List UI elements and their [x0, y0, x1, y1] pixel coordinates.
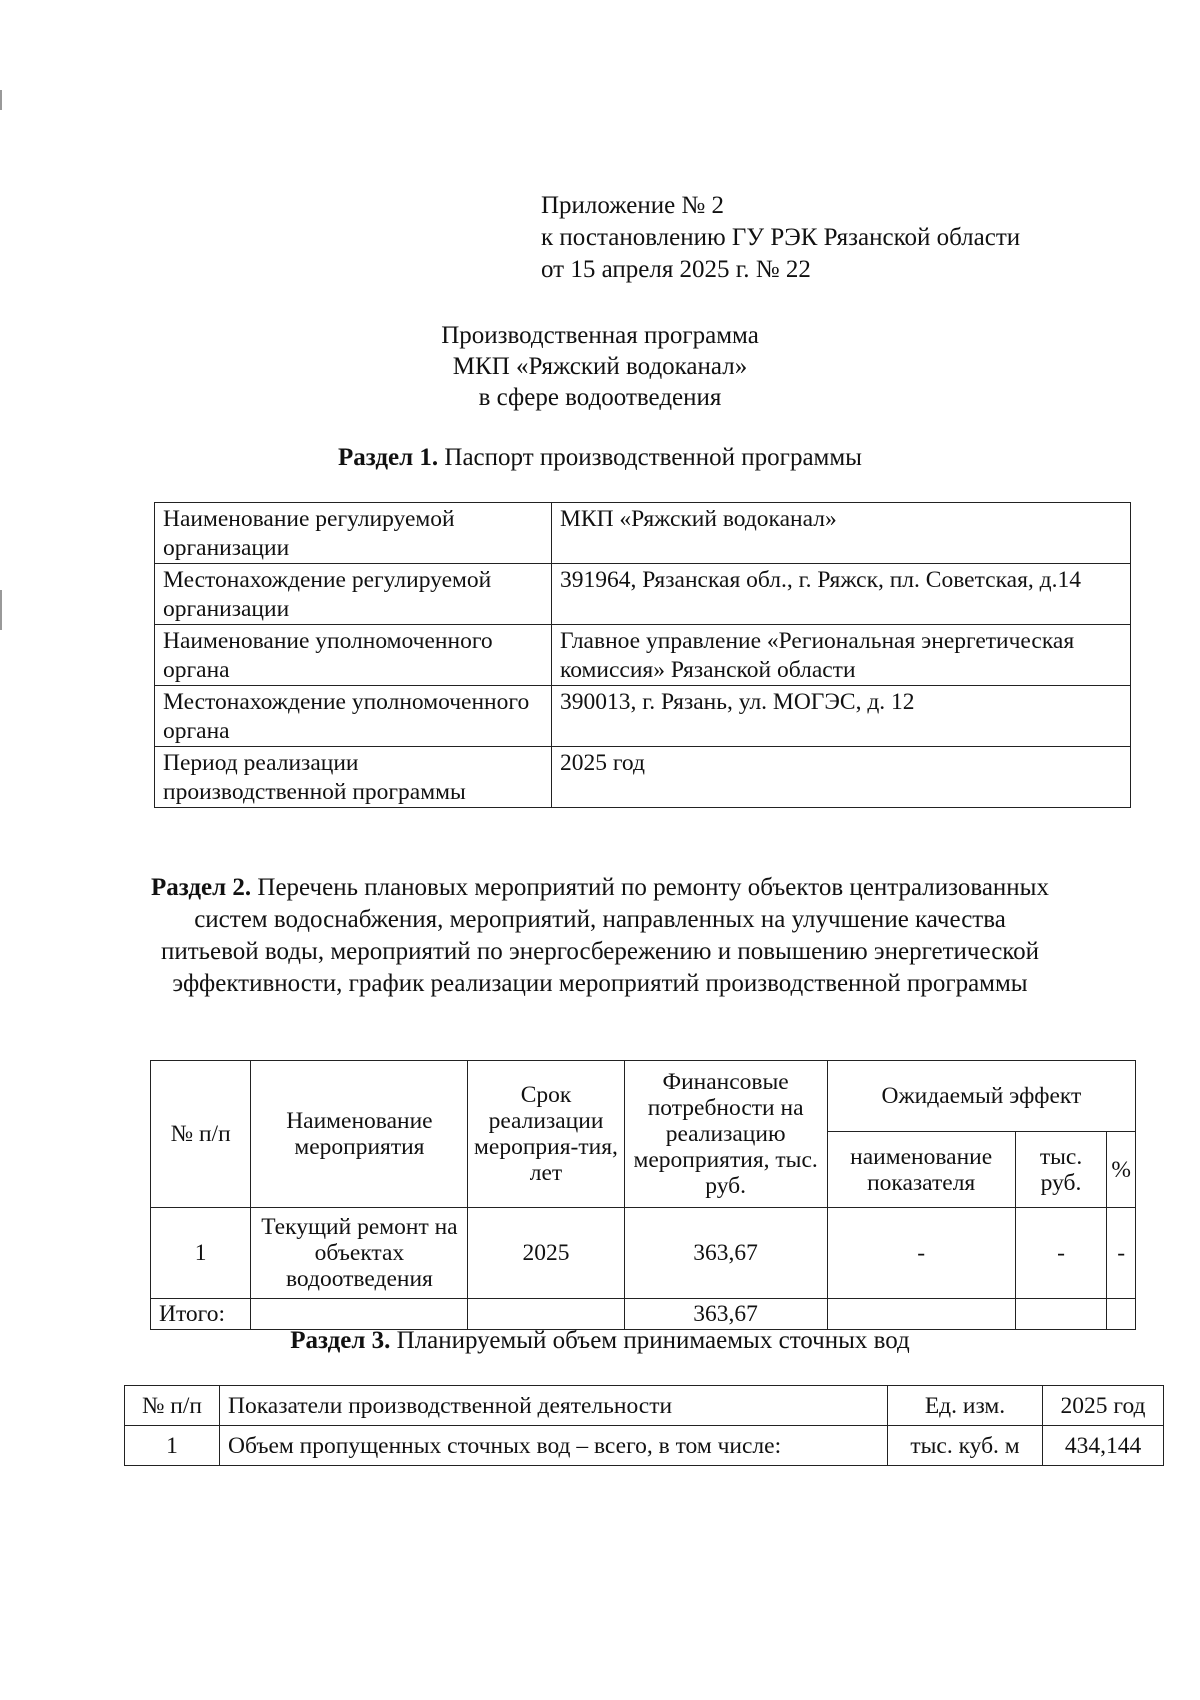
header-unit: Ед. изм.	[888, 1386, 1043, 1426]
passport-value-cell: 391964, Рязанская обл., г. Ряжск, пл. Советская, д.14	[552, 564, 1131, 625]
appendix-date: от 15 апреля 2025 г. № 22	[541, 256, 811, 283]
table-row	[155, 747, 1131, 808]
total-empty-cell	[251, 1299, 468, 1330]
table-header-row	[151, 1061, 1136, 1132]
table-row	[151, 1208, 1136, 1299]
table-row	[155, 564, 1131, 625]
table-header-row	[125, 1386, 1164, 1426]
program-title-line: Производственная программа	[441, 322, 759, 349]
table-row	[155, 503, 1131, 564]
total-empty-cell	[1015, 1299, 1107, 1330]
header-indicator: Показатели производственной деятельности	[220, 1386, 888, 1426]
cell-percent: -	[1107, 1208, 1136, 1299]
cell-finance: 363,67	[624, 1208, 827, 1299]
passport-value-cell: 390013, г. Рязань, ул. МОГЭС, д. 12	[552, 686, 1131, 747]
cell-num: 1	[151, 1208, 251, 1299]
cell-indicator: Объем пропущенных сточных вод – всего, в том числе:	[220, 1426, 888, 1466]
cell-value: 434,144	[1043, 1426, 1164, 1466]
passport-value-cell: 2025 год	[552, 747, 1131, 808]
scan-edge-mark	[0, 90, 2, 110]
total-label: Итого:	[151, 1299, 251, 1330]
section1-title: Паспорт производственной программы	[444, 444, 862, 471]
program-organization: МКП «Ряжский водоканал»	[452, 353, 748, 380]
measures-table	[150, 1060, 1136, 1330]
cell-num: 1	[125, 1426, 220, 1466]
total-empty-cell	[827, 1299, 1015, 1330]
passport-value-cell: Главное управление «Региональная энергетическая комиссия» Рязанской области	[552, 625, 1131, 686]
cell-term: 2025	[468, 1208, 624, 1299]
passport-name-cell: Местонахождение уполномоченного органа	[155, 686, 552, 747]
header-term: Срок реализации мероприя-тия, лет	[468, 1061, 624, 1208]
cell-thousand-rub: -	[1015, 1208, 1107, 1299]
scan-edge-mark	[0, 590, 2, 630]
header-finance: Финансовые потребности на реализацию мероприятия, тыс. руб.	[624, 1061, 827, 1208]
table-row	[155, 686, 1131, 747]
header-indicator-name: наименование показателя	[827, 1132, 1015, 1208]
total-finance: 363,67	[624, 1299, 827, 1330]
wastewater-volume-table	[124, 1385, 1164, 1466]
section3-heading	[0, 1326, 1200, 1356]
table-row	[155, 625, 1131, 686]
section2-heading	[150, 872, 1050, 1000]
header-measure-name: Наименование мероприятия	[251, 1061, 468, 1208]
section2-label: Раздел 2.	[151, 874, 252, 901]
header-expected-effect: Ожидаемый эффект	[827, 1061, 1135, 1132]
section1-heading	[0, 443, 1200, 473]
appendix-number: Приложение № 2	[541, 192, 725, 219]
table-row	[125, 1426, 1164, 1466]
header-num: № п/п	[125, 1386, 220, 1426]
passport-value-cell: МКП «Ряжский водоканал»	[552, 503, 1131, 564]
table-total-row	[151, 1299, 1136, 1330]
section1-label: Раздел 1.	[338, 444, 439, 471]
cell-measure-name: Текущий ремонт на объектах водоотведения	[251, 1208, 468, 1299]
passport-table	[154, 502, 1131, 808]
appendix-decree: к постановлению ГУ РЭК Рязанской области	[541, 224, 1021, 251]
section2-title: Перечень плановых мероприятий по ремонту объектов централизованных систем водоснабжения, мероприятий, направленных на улучшение качества питьевой воды, мероприятий по энергосбережению и повышению энергетической эффективности, график реализации мероприятий производственной программы	[160, 874, 1049, 997]
header-year: 2025 год	[1043, 1386, 1164, 1426]
total-empty-cell	[1107, 1299, 1136, 1330]
cell-unit: тыс. куб. м	[888, 1426, 1043, 1466]
total-empty-cell	[468, 1299, 624, 1330]
section3-label: Раздел 3.	[290, 1327, 391, 1354]
program-sphere: в сфере водоотведения	[478, 384, 722, 411]
passport-name-cell: Наименование уполномоченного органа	[155, 625, 552, 686]
cell-indicator: -	[827, 1208, 1015, 1299]
program-title	[0, 320, 1200, 413]
header-thousand-rub: тыс. руб.	[1015, 1132, 1107, 1208]
header-num: № п/п	[151, 1061, 251, 1208]
section3-title: Планируемый объем принимаемых сточных вод	[396, 1327, 910, 1354]
appendix-header	[541, 190, 1020, 286]
header-percent: %	[1107, 1132, 1136, 1208]
passport-name-cell: Местонахождение регулируемой организации	[155, 564, 552, 625]
passport-name-cell: Период реализации производственной программы	[155, 747, 552, 808]
passport-name-cell: Наименование регулируемой организации	[155, 503, 552, 564]
